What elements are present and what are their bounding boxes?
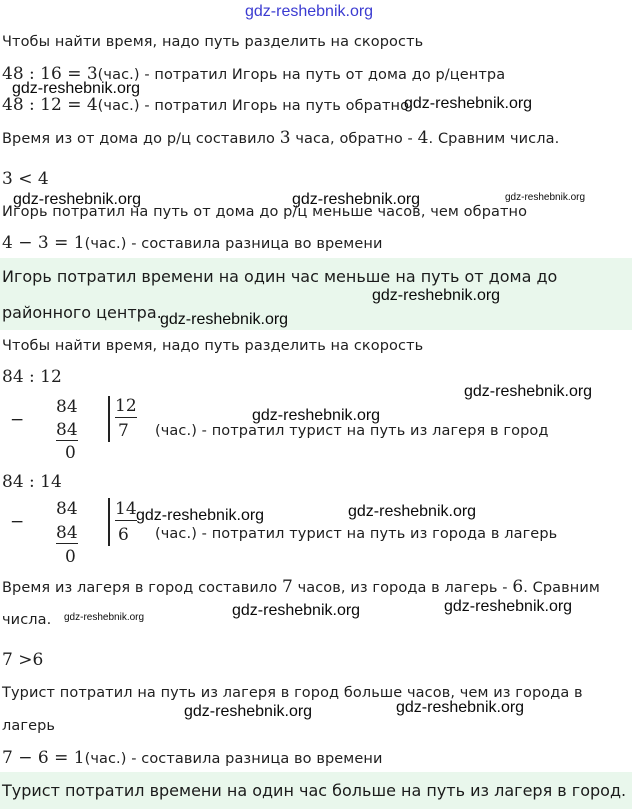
- div2-minus: −: [10, 512, 25, 532]
- watermark: gdz-reshebnik.org: [444, 598, 573, 615]
- div1-remainder: 0: [65, 443, 76, 463]
- part2-conclusion-line1: Турист потратил на путь из лагеря в город больше часов, чем из города в: [2, 685, 583, 701]
- div1-text: (час.) - потратил турист на путь из лагеря в город: [155, 423, 549, 439]
- compare-text: часов, из города в лагерь -: [292, 580, 513, 596]
- part1-diff-text: (час.) - составила разница во времени: [84, 236, 383, 252]
- watermark: gdz-reshebnik.org: [184, 703, 313, 720]
- div2-quotient: 6: [118, 525, 129, 545]
- part1-answer-box: [0, 258, 632, 330]
- watermark: gdz-reshebnik.org: [12, 80, 141, 97]
- compare-text: часа, обратно -: [290, 131, 418, 147]
- part2-diff-math: 7 − 6 = 1: [2, 748, 85, 768]
- div2-subtrahend: 84: [56, 523, 78, 543]
- part2-inequality: 7 >6: [2, 650, 44, 670]
- compare-text: . Сравним числа.: [428, 131, 560, 147]
- compare-number: 4: [417, 128, 429, 148]
- watermark: gdz-reshebnik.org: [232, 602, 361, 619]
- watermark: gdz-reshebnik.org: [348, 503, 477, 520]
- part1-diff: [2, 233, 382, 253]
- compare-text: Время из лагеря в город составило: [2, 580, 282, 596]
- watermark: gdz-reshebnik.org: [464, 383, 593, 400]
- div2-divisor: 14: [115, 499, 137, 519]
- watermark: gdz-reshebnik.org: [160, 311, 289, 328]
- part1-answer-line2: районного центра.: [2, 303, 162, 322]
- div1-minus: −: [10, 410, 25, 430]
- div2-bar: [108, 498, 110, 546]
- watermark: gdz-reshebnik.org: [372, 287, 501, 304]
- watermark: gdz-reshebnik.org: [13, 191, 142, 208]
- part2-conclusion-line2: лагерь: [2, 718, 56, 734]
- watermark-top: gdz-reshebnik.org: [245, 3, 374, 20]
- part1-eq2: [2, 95, 409, 115]
- div1-dividend: 84: [56, 397, 78, 417]
- compare-number: 7: [281, 577, 293, 597]
- div2-text: (час.) - потратил турист на путь из города в лагерь: [155, 526, 558, 542]
- part2-answer-box: [0, 772, 632, 809]
- div2-remainder: 0: [65, 547, 76, 567]
- div1-divisor: 12: [115, 396, 137, 416]
- part2-diff: [2, 748, 382, 768]
- part1-answer-line1: Игорь потратил времени на один час меньше на путь от дома до: [2, 267, 558, 286]
- part2-div1-header: 84 : 12: [2, 367, 62, 387]
- div1-subtrahend: 84: [56, 420, 78, 440]
- part1-conclusion: Игорь потратил на путь от дома до р/ц меньше часов, чем обратно: [2, 204, 528, 220]
- div1-quotient: 7: [118, 421, 129, 441]
- part1-eq2-text: (час.) - потратил Игорь на путь обратно: [97, 98, 410, 114]
- div2-dividend: 84: [56, 499, 78, 519]
- watermark: gdz-reshebnik.org: [404, 95, 533, 112]
- part2-div2-header: 84 : 14: [2, 472, 62, 492]
- compare-number: 6: [512, 577, 524, 597]
- watermark: gdz-reshebnik.org: [396, 699, 525, 716]
- compare-text: . Сравним: [523, 580, 600, 596]
- part1-inequality: 3 < 4: [2, 169, 49, 189]
- watermark: gdz-reshebnik.org: [136, 507, 265, 524]
- compare-text: Время из от дома до р/ц составило: [2, 131, 280, 147]
- watermark: gdz-reshebnik.org: [64, 612, 145, 623]
- part2-answer: Турист потратил времени на один час больше на путь из лагеря в город.: [2, 781, 627, 800]
- watermark: gdz-reshebnik.org: [252, 407, 381, 424]
- part2-compare: [2, 577, 600, 597]
- part2-intro: Чтобы найти время, надо путь разделить на скорость: [2, 338, 424, 354]
- part1-eq1-text: (час.) - потратил Игорь на путь от дома до р/центра: [97, 67, 506, 83]
- part1-eq2-math: 48 : 12 = 4: [2, 95, 98, 115]
- part1-compare: [2, 128, 559, 148]
- part1-diff-math: 4 − 3 = 1: [2, 233, 85, 253]
- part2-diff-text: (час.) - составила разница во времени: [84, 751, 383, 767]
- watermark: gdz-reshebnik.org: [505, 192, 586, 203]
- compare-number: 3: [279, 128, 291, 148]
- part1-eq1-math: 48 : 16 = 3: [2, 64, 98, 84]
- div1-bar: [108, 396, 110, 442]
- watermark: gdz-reshebnik.org: [292, 191, 421, 208]
- part1-intro: Чтобы найти время, надо путь разделить на скорость: [2, 34, 424, 50]
- part2-compare-line2: числа.: [2, 612, 52, 628]
